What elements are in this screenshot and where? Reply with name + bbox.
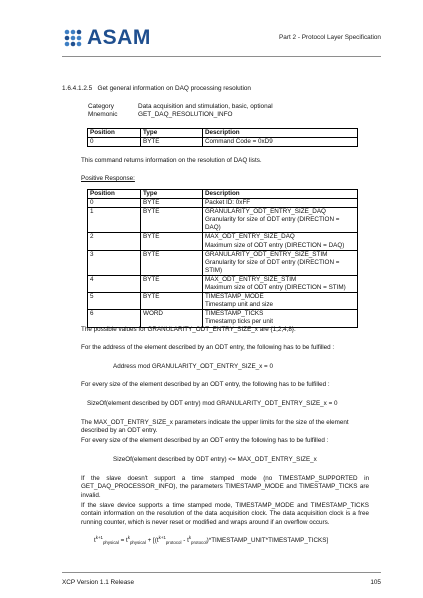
table-row xyxy=(88,199,358,208)
category-value: Data acquisition and stimulation, basic, optional xyxy=(138,103,273,110)
table-header-row xyxy=(88,129,358,138)
table-row xyxy=(88,293,358,310)
table-header-cell: Type xyxy=(141,190,203,199)
command-table xyxy=(87,128,358,147)
table-header-cell: Position xyxy=(88,129,141,138)
table-cell: 0 xyxy=(88,138,141,147)
formula-size-max: SizeOf(element described by ODT entry) <= MAX_ODT_ENTRY_SIZE_x xyxy=(113,456,317,463)
table-cell: 2 xyxy=(88,233,141,250)
table-row xyxy=(88,275,358,292)
mnemonic-value: GET_DAQ_RESOLUTION_INFO xyxy=(138,111,233,118)
timestamp-formula: $t^{k+1}_{physical} = t^k_{physical} + [(t^{k+1}_{protocol}$ - $t^k_{protocol})*TIMESTAMP\_UNIT*TIMESTAMP\_TICKS$] xyxy=(94,535,329,545)
paragraph-granularity-values: The possible values for GRANULARITY_ODT_ENTRY_SIZE_x are {1,2,4,8}. xyxy=(81,326,296,333)
paragraph-address-rule: For the address of the element described by an ODT entry, the following has to be fulfilled : xyxy=(81,344,335,351)
table-cell: 1 xyxy=(88,208,141,233)
table-cell: BYTE xyxy=(141,138,203,147)
table-header-row xyxy=(88,190,358,199)
description-line: MAX_ODT_ENTRY_SIZE_STIM xyxy=(205,275,297,283)
table-row xyxy=(88,233,358,250)
footer-divider xyxy=(62,572,381,573)
table-row xyxy=(88,208,358,233)
description-line: Maximum size of ODT entry (DIRECTION = DAQ) xyxy=(205,241,345,249)
table-cell xyxy=(203,293,358,310)
description-line: Granularity for size of ODT entry (DIRECTION = DAQ) xyxy=(205,216,340,232)
response-table xyxy=(87,189,358,328)
description-line: MAX_ODT_ENTRY_SIZE_DAQ xyxy=(205,233,295,241)
description-line: Granularity for size of ODT entry (DIRECTION = STIM) xyxy=(205,258,340,274)
table-cell: BYTE xyxy=(141,208,203,233)
description-line: Packet ID: 0xFF xyxy=(205,199,251,207)
header-divider xyxy=(62,56,381,57)
positive-response-label: Positive Response: xyxy=(81,175,135,182)
table-row xyxy=(88,310,358,327)
paragraph-max-size: The MAX_ODT_ENTRY_SIZE_x parameters indicate the upper limits for the size of the element described by an ODT entry. xyxy=(81,419,349,435)
table-cell: 0 xyxy=(88,199,141,208)
intro-text: This command returns information on the resolution of DAQ lists. xyxy=(81,157,262,164)
description-line: TIMESTAMP_TICKS xyxy=(205,310,264,318)
asam-logo xyxy=(62,27,151,49)
table-header-cell: Description xyxy=(203,129,358,138)
description-line: Timestamp unit and size xyxy=(205,301,274,309)
table-cell xyxy=(203,208,358,233)
asam-logo-text: ASAM xyxy=(87,25,151,49)
table-row xyxy=(88,138,358,147)
table-cell: BYTE xyxy=(141,199,203,208)
table-cell: BYTE xyxy=(141,233,203,250)
table-cell: Command Code = 0xD9 xyxy=(203,138,358,147)
paragraph-size-rule: For every size of the element described by an ODT entry, the following has to be fulfilled : xyxy=(81,381,330,388)
category-label: Category xyxy=(88,103,114,110)
footer-version: XCP Version 1.1 Release xyxy=(62,579,134,586)
paragraph-size-upper-rule: For every size of the element described by an ODT entry the following has to be fulfilled : xyxy=(81,437,329,444)
description-line: Maximum size of ODT entry (DIRECTION = STIM) xyxy=(205,284,346,292)
table-row xyxy=(88,250,358,275)
table-cell xyxy=(203,233,358,250)
paragraph-timestamp-resolution: If the slave device supports a time stamped mode, TIMESTAMP_MODE and TIMESTAMP_TICKS contain information on the resolution of the data acquisition clock. The data acquisition clock is a free running counter, which is never reset or modified and wraps around if an overflow occurs. xyxy=(81,502,369,526)
table-cell xyxy=(203,199,358,208)
formula-size-mod: SizeOf(element described by ODT entry) mod GRANULARITY_ODT_ENTRY_SIZE_x = 0 xyxy=(87,400,338,407)
description-line: TIMESTAMP_MODE xyxy=(205,293,264,301)
table-cell: BYTE xyxy=(141,293,203,310)
table-cell xyxy=(203,250,358,275)
table-cell: BYTE xyxy=(141,275,203,292)
table-header-cell: Type xyxy=(141,129,203,138)
table-cell: 6 xyxy=(88,310,141,327)
description-line: Timestamp ticks per unit xyxy=(205,318,274,326)
table-cell: 3 xyxy=(88,250,141,275)
paragraph-timestamp-invalid: If the slave doesn't support a time stamped mode (no TIMESTAMP_SUPPORTED in GET_DAQ_PROCESSOR_INFO), the parameters TIMESTAMP_MODE and TIMESTAMP_TICKS are invalid. xyxy=(81,475,369,499)
mnemonic-row xyxy=(88,111,388,120)
table-cell: WORD xyxy=(141,310,203,327)
table-header-cell: Position xyxy=(88,190,141,199)
table-cell: 4 xyxy=(88,275,141,292)
table-cell xyxy=(203,275,358,292)
mnemonic-label: Mnemonic xyxy=(88,111,118,118)
formula-address: Address mod GRANULARITY_ODT_ENTRY_SIZE_x = 0 xyxy=(113,363,273,370)
description-line: GRANULARITY_ODT_ENTRY_SIZE_STIM xyxy=(205,250,328,258)
asam-logo-mark-icon xyxy=(62,27,84,49)
description-line: GRANULARITY_ODT_ENTRY_SIZE_DAQ xyxy=(205,208,326,216)
table-cell xyxy=(203,310,358,327)
table-cell: 5 xyxy=(88,293,141,310)
header-document-title: Part 2 - Protocol Layer Specification xyxy=(279,34,381,41)
table-cell: BYTE xyxy=(141,250,203,275)
section-heading: 1.6.4.1.2.5 Get general information on DAQ processing resolution xyxy=(62,85,251,92)
table-header-cell: Description xyxy=(203,190,358,199)
page-number: 105 xyxy=(370,579,381,586)
